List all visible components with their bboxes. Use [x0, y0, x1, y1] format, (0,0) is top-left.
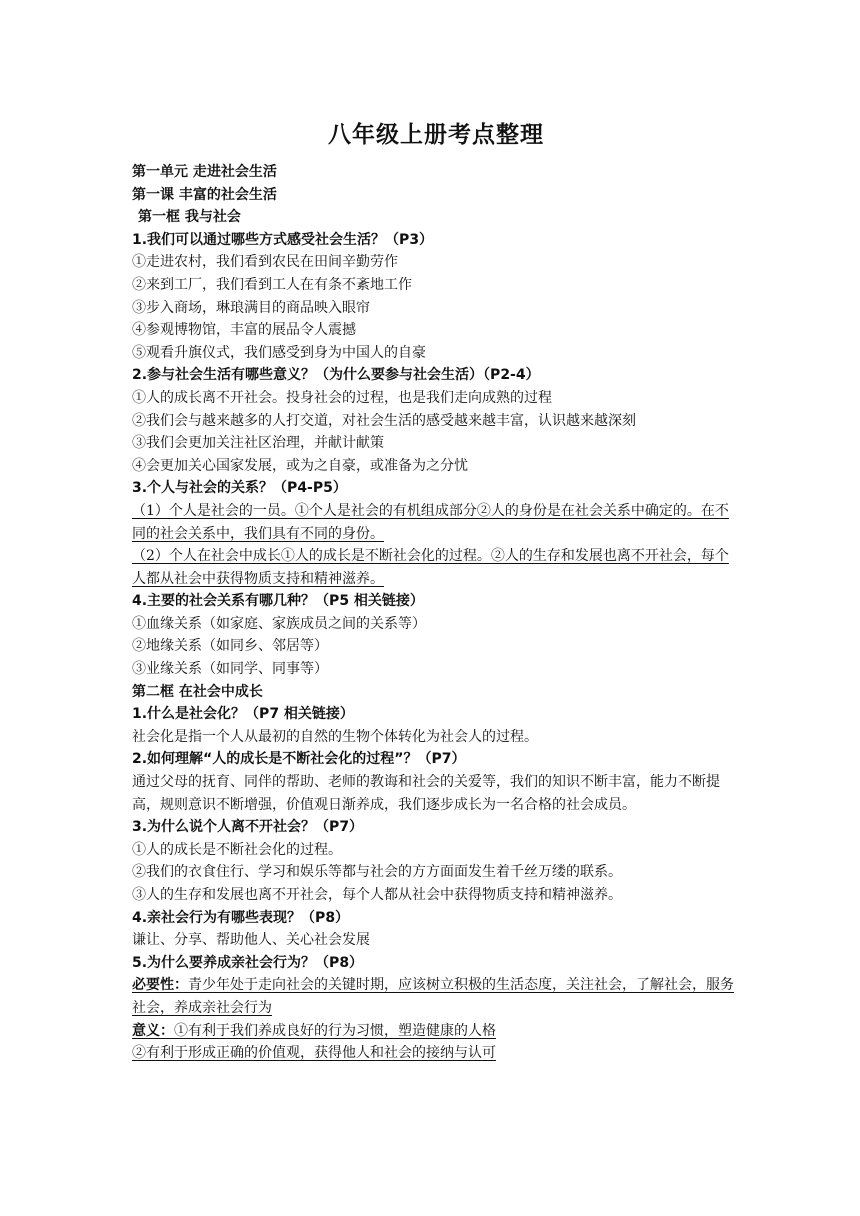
q3-heading: 3.个人与社会的关系？（P4-P5）: [132, 480, 347, 497]
q2-item: ②我们会与越来越多的人打交道，对社会生活的感受越来越丰富，认识越来越深刻: [132, 412, 636, 429]
f2q3-heading: 3.为什么说个人离不开社会？（P7）: [132, 819, 364, 836]
f2q2-heading: 2.如何理解“人的成长是不断社会化的过程”？（P7）: [132, 751, 466, 768]
f2q4-heading: 4.亲社会行为有哪些表现？（P8）: [132, 909, 350, 926]
frame2-heading: 第二框 在社会中成长: [132, 683, 263, 700]
f2q3-item: ①人的成长是不断社会化的过程。: [132, 841, 342, 858]
frame1-heading: 第一框 我与社会: [138, 209, 241, 226]
meaning-item: ①有利于我们养成良好的行为习惯，塑造健康的人格: [174, 1022, 496, 1039]
f2q5-necessity: [132, 974, 740, 1019]
q4-item: ①血缘关系（如家庭、家族成员之间的关系等）: [132, 615, 426, 632]
f2q5-heading: 5.为什么要养成亲社会行为？（P8）: [132, 954, 364, 971]
necessity-text: 青少年处于走向社会的关键时期，应该树立积极的生活态度，关注社会，了解社会，服务社会，养成亲社会行为: [132, 977, 734, 1016]
q4-heading: 4.主要的社会关系有哪几种？（P5 相关链接）: [132, 593, 424, 610]
f2q1-heading: 1.什么是社会化？（P7 相关链接）: [132, 706, 354, 723]
q3-item: （1）个人是社会的一员。①个人是社会的有机组成部分②人的身份是在社会关系中确定的。在不同的社会关系中，我们具有不同的身份。: [132, 502, 729, 542]
f2q2-answer: 通过父母的抚育、同伴的帮助、老师的教诲和社会的关爱等，我们的知识不断丰富，能力不断提高，规则意识不断增强，价值观日渐养成，我们逐步成长为一名合格的社会成员。: [132, 774, 720, 813]
q2-item: ①人的成长离不开社会。投身社会的过程，也是我们走向成熟的过程: [132, 389, 552, 406]
q1-item: ⑤观看升旗仪式，我们感受到身为中国人的自豪: [132, 344, 426, 361]
q1-heading: 1.我们可以通过哪些方式感受社会生活？（P3）: [132, 231, 434, 248]
f2q4-answer: 谦让、分享、帮助他人、关心社会发展: [132, 932, 370, 949]
q1-item: ②来到工厂，我们看到工人在有条不紊地工作: [132, 276, 412, 293]
q4-item: ②地缘关系（如同乡、邻居等）: [132, 638, 328, 655]
q2-item: ④会更加关心国家发展，或为之自豪，或准备为之分忧: [132, 457, 468, 474]
f2q3-item: ②我们的衣食住行、学习和娱乐等都与社会的方方面面发生着千丝万缕的联系。: [132, 864, 622, 881]
document-title: 八年级上册考点整理: [328, 122, 544, 148]
meaning-label: 意义：: [132, 1022, 174, 1039]
meaning-item: ②有利于形成正确的价值观，获得他人和社会的接纳与认可: [132, 1045, 496, 1062]
lesson-heading: 第一课 丰富的社会生活: [132, 186, 277, 203]
f2q3-item: ③人的生存和发展也离不开社会，每个人都从社会中获得物质支持和精神滋养。: [132, 887, 622, 903]
meaning-line: [132, 1023, 496, 1039]
unit-heading: 第一单元 走进社会生活: [132, 164, 277, 180]
q1-item: ①走进农村，我们看到农民在田间辛勤劳作: [132, 254, 398, 271]
f2q5-meaning: [132, 1020, 740, 1043]
q1-item: ④参观博物馆，丰富的展品令人震撼: [132, 322, 356, 339]
f2q1-answer: 社会化是指一个人从最初的自然的生物个体转化为社会人的过程。: [132, 728, 538, 745]
q4-item: ③业缘关系（如同学、同事等）: [132, 661, 328, 678]
f2q5-meaning-2: [132, 1042, 740, 1065]
necessity-label: 必要性：: [132, 977, 188, 994]
q2-item: ③我们会更加关注社区治理，并献计献策: [132, 435, 384, 452]
q3-item: （2）个人在社会中成长①人的成长是不断社会化的过程。②人的生存和发展也离不开社会，每个人都从社会中获得物质支持和精神滋养。: [132, 548, 729, 587]
q1-item: ③步入商场，琳琅满目的商品映入眼帘: [132, 299, 370, 316]
q2-heading: 2.参与社会生活有哪些意义？（为什么要参与社会生活）（P2-4）: [132, 367, 540, 384]
